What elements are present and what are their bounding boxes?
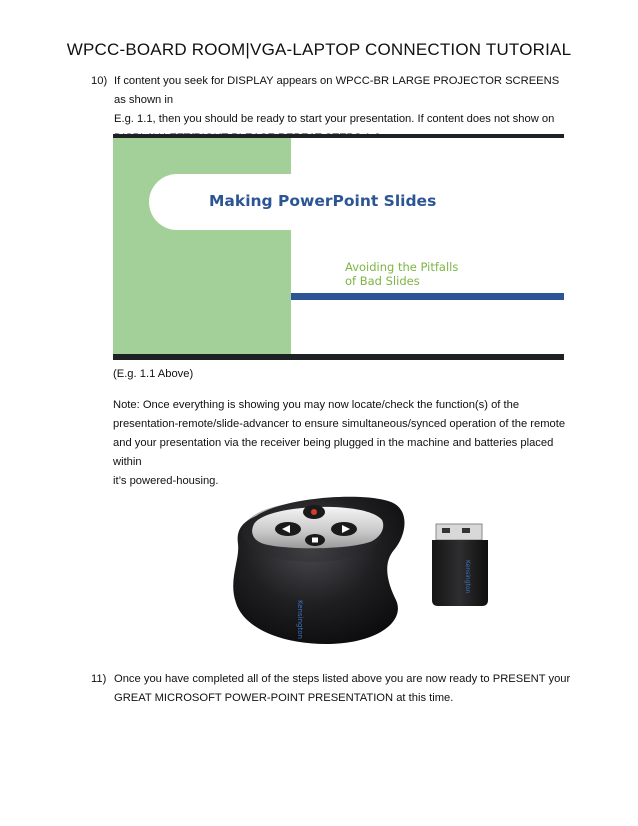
slide-bottom-bar [113,354,564,360]
usb-brand: Kensington [464,560,471,594]
slide-green-panel [113,138,291,354]
stop-button-icon [305,534,325,546]
step-number: 11) [91,673,107,685]
slide-title: Making PowerPoint Slides [209,192,437,210]
slide-blue-bar [291,293,564,300]
laser-button-icon [303,505,325,519]
note-paragraph: Note: Once everything is showing you may now locate/check the function(s) of the presentation-remote/slide-advancer to ensure simultaneous/synced operation of the remote and your presentation via the receiver being plugged in the machine and batteries placed within it’s powered-housing. [113,399,566,487]
left-arrow-icon [275,522,301,536]
step-11 [91,670,571,708]
figure-caption: (E.g. 1.1 Above) [113,368,194,380]
step-number: 10) [91,75,108,87]
slide-subtitle: Avoiding the Pitfalls of Bad Slides [345,260,459,288]
page-title: WPCC-BOARD ROOM|VGA-LAPTOP CONNECTION TUTORIAL [66,40,572,59]
step-text: Once you have completed all of the steps listed above you are now ready to PRESENT your GREAT MICROSOFT POWER-POINT PRESENTATION at this time. [114,673,571,704]
remote-photo [226,488,496,648]
usb-receiver-icon [432,524,488,606]
step-text: If content you seek for DISPLAY appears on WPCC-BR LARGE PROJECTOR SCREENS as shown in E.g. 1.1, then you should be ready to start your presentation. If content does not show on [114,75,560,125]
right-arrow-icon [331,522,357,536]
remote-brand: Kensington [296,600,304,639]
slide-screenshot [113,134,564,360]
